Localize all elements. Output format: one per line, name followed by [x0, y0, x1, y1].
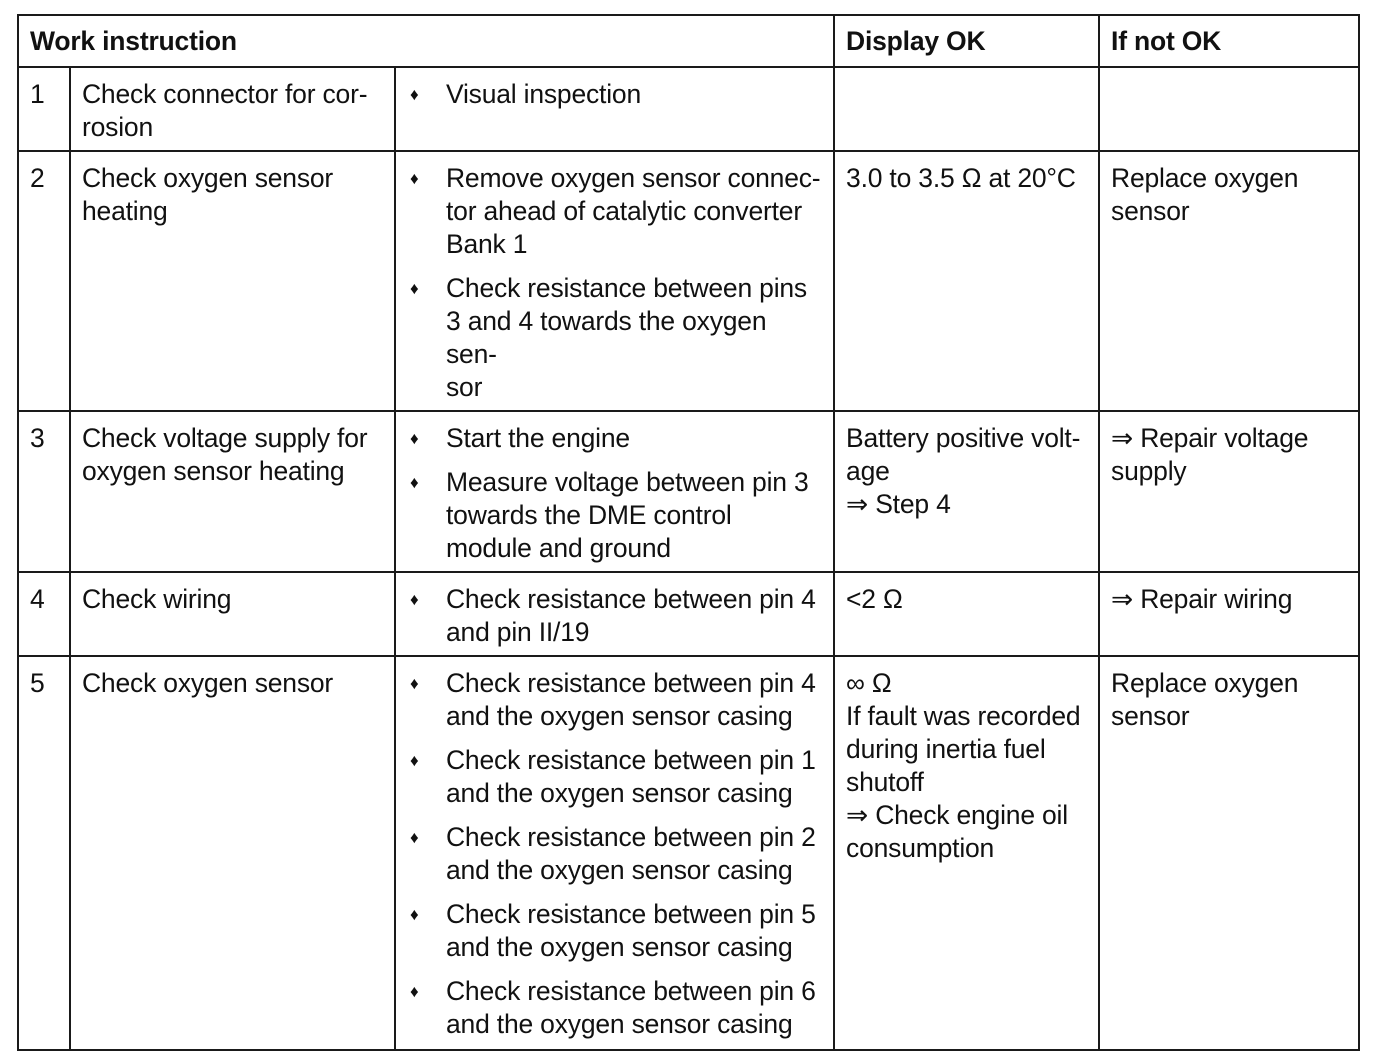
- step-number: 1: [18, 67, 70, 151]
- header-if-not-ok: If not OK: [1099, 15, 1359, 67]
- if-not-ok-cell: ⇒ Repair voltage supply: [1099, 411, 1359, 572]
- diamond-bullet-icon: ♦: [410, 828, 419, 847]
- work-instruction-table: [17, 14, 1360, 1051]
- table-header-row: [18, 15, 1359, 67]
- table-row: [18, 67, 1359, 151]
- step-check: Check wiring: [70, 572, 395, 656]
- step-actions: [395, 151, 834, 411]
- display-ok-cell: <2 Ω: [834, 572, 1099, 656]
- action-item: ♦ Check resistance between pins 3 and 4 towards the oxygen sen- sor: [410, 273, 807, 402]
- step-check: Check oxygen sensor heating: [70, 151, 395, 411]
- action-item: ♦ Start the engine: [410, 423, 630, 453]
- diamond-bullet-icon: ♦: [410, 85, 419, 104]
- step-number: 2: [18, 151, 70, 411]
- table-row: [18, 572, 1359, 656]
- step-number: 4: [18, 572, 70, 656]
- table-row: [18, 656, 1359, 1050]
- step-actions: [395, 656, 834, 1050]
- step-number: 5: [18, 656, 70, 1050]
- step-actions: [395, 572, 834, 656]
- action-item: ♦ Check resistance between pin 5 and the oxygen sensor casing: [410, 899, 816, 962]
- diamond-bullet-icon: ♦: [410, 751, 419, 770]
- table-row: [18, 151, 1359, 411]
- step-check: Check oxygen sensor: [70, 656, 395, 1050]
- diamond-bullet-icon: ♦: [410, 982, 419, 1001]
- display-ok-cell: ∞ Ω If fault was recorded during inertia fuel shutoff ⇒ Check engine oil consumption: [834, 656, 1099, 1050]
- display-ok-cell: Battery positive volt- age ⇒ Step 4: [834, 411, 1099, 572]
- action-item: ♦ Measure voltage between pin 3 towards the DME control module and ground: [410, 467, 809, 563]
- if-not-ok-cell: ⇒ Repair wiring: [1099, 572, 1359, 656]
- diamond-bullet-icon: ♦: [410, 169, 419, 188]
- display-ok-cell: [834, 67, 1099, 151]
- step-check: Check voltage supply for oxygen sensor heating: [70, 411, 395, 572]
- action-item: ♦ Check resistance between pin 1 and the oxygen sensor casing: [410, 745, 816, 808]
- diamond-bullet-icon: ♦: [410, 473, 419, 492]
- table-row: [18, 411, 1359, 572]
- step-actions: [395, 411, 834, 572]
- action-item: ♦ Visual inspection: [410, 79, 641, 109]
- diamond-bullet-icon: ♦: [410, 905, 419, 924]
- diamond-bullet-icon: ♦: [410, 429, 419, 448]
- step-check: Check connector for cor- rosion: [70, 67, 395, 151]
- display-ok-cell: 3.0 to 3.5 Ω at 20°C: [834, 151, 1099, 411]
- diamond-bullet-icon: ♦: [410, 674, 419, 693]
- step-actions: [395, 67, 834, 151]
- action-item: ♦ Remove oxygen sensor connec- tor ahead of catalytic converter Bank 1: [410, 163, 821, 259]
- diamond-bullet-icon: ♦: [410, 279, 419, 298]
- if-not-ok-cell: [1099, 67, 1359, 151]
- if-not-ok-cell: Replace oxygen sensor: [1099, 656, 1359, 1050]
- action-item: ♦ Check resistance between pin 4 and the oxygen sensor casing: [410, 668, 816, 731]
- step-number: 3: [18, 411, 70, 572]
- header-display-ok: Display OK: [834, 15, 1099, 67]
- action-item: ♦ Check resistance between pin 6 and the oxygen sensor casing: [410, 976, 816, 1039]
- action-item: ♦ Check resistance between pin 2 and the oxygen sensor casing: [410, 822, 816, 885]
- if-not-ok-cell: Replace oxygen sensor: [1099, 151, 1359, 411]
- header-work-instruction: Work instruction: [18, 15, 834, 67]
- action-item: ♦ Check resistance between pin 4 and pin II/19: [410, 584, 816, 647]
- diamond-bullet-icon: ♦: [410, 590, 419, 609]
